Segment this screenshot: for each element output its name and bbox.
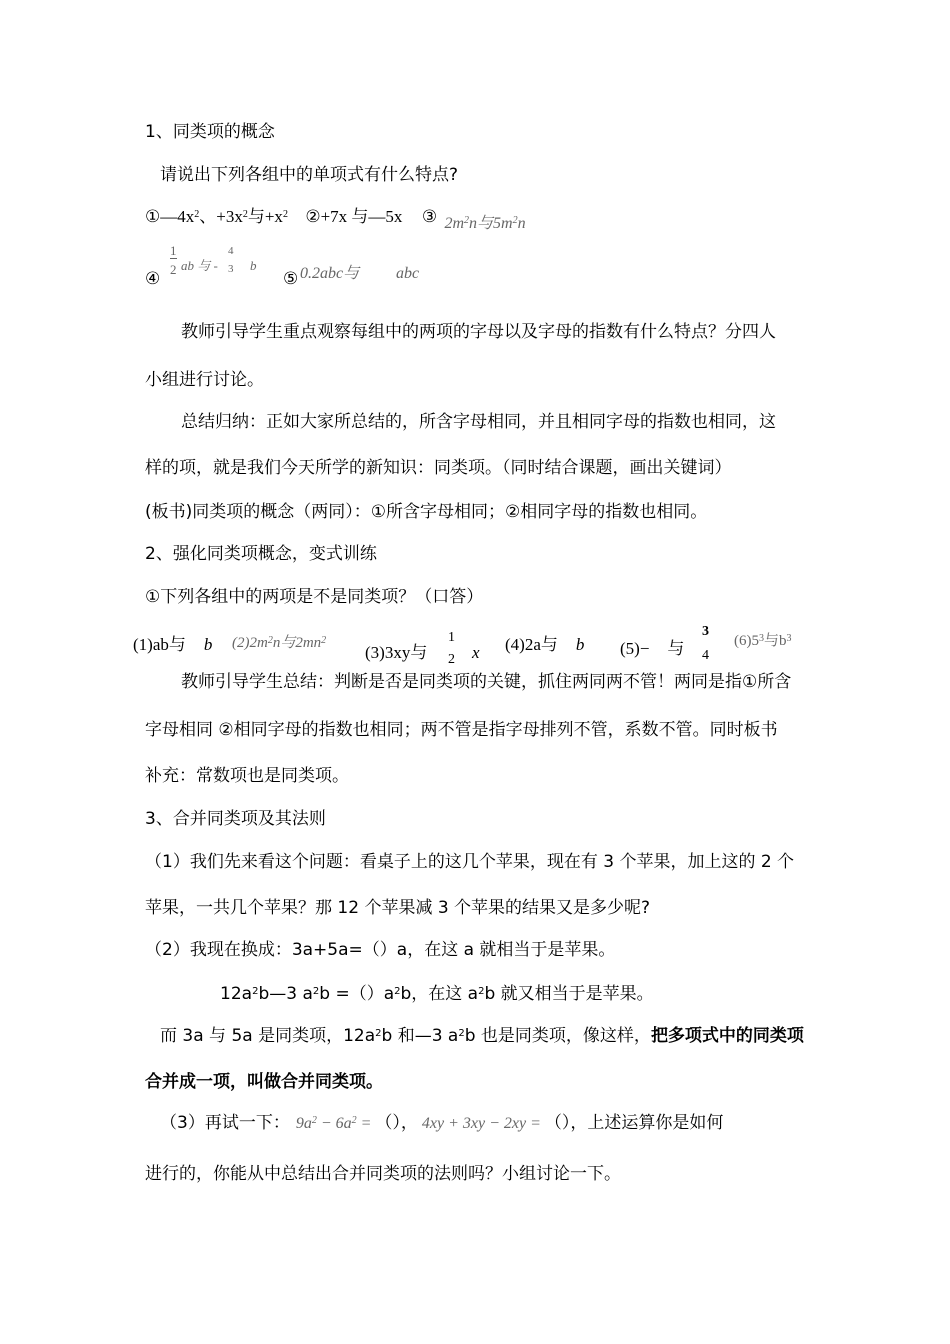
exercise-3-fraction: 1 2 — [448, 630, 455, 667]
group-4-expr: ab 与 - — [181, 258, 218, 273]
section-1-title: 1、同类项的概念 — [145, 122, 275, 142]
apple-para: （1）我们先来看这个问题：看桌子上的这几个苹果，现在有 3 个苹果，加上这的 2 个 — [145, 852, 795, 872]
section-3-title: 3、合并同类项及其法则 — [145, 809, 326, 829]
summary-para-cont: 样的项，就是我们今天所学的新知识：同类项。（同时结合课题，画出关键词） — [145, 458, 732, 478]
exercise-2: $(2)2m^2n$与$2mn^2$ — [232, 635, 327, 651]
exercise-3: (3)3xy与 — [365, 643, 428, 662]
exercise-3-end: x — [472, 643, 480, 662]
judge-para-cont-2: 补充：常数项也是同类项。 — [145, 766, 349, 786]
try-expr-1: $9a^2 - 6a^2$ = — [295, 1115, 372, 1132]
section-2-question: ①下列各组中的两项是不是同类项？（口答） — [145, 587, 484, 607]
exercise-5: (5)− 与 — [620, 639, 685, 658]
group-4-marker: ④ — [145, 269, 161, 289]
definition-para: 而 3a 与 5a 是同类项，$12a^2b$ 和—3 $a^2b$ 也是同类项，像这样，把多项式中的同类项 — [160, 1026, 804, 1046]
try-para: （3）再试一下： $9a^2 - 6a^2$ = （）， 4xy + 3xy − 2xy = （），上述运算你是如何 — [160, 1113, 724, 1133]
try-expr-2: 4xy + 3xy − 2xy = — [421, 1115, 541, 1132]
monomial-groups-line-1 — [145, 206, 526, 232]
exercise-1: (1)ab与 b — [133, 635, 213, 654]
summary-para: 总结归纳：正如大家所总结的，所含字母相同，并且相同字母的指数也相同，这 — [181, 412, 776, 432]
judge-para-cont: 字母相同 ②相同字母的指数也相同；两不管是指字母排列不管，系数不管。同时板书 — [145, 720, 778, 740]
exercise-6: $(6)5^3$与$b^3$ — [734, 633, 792, 649]
exercise-5-fraction: 3 4 — [702, 624, 709, 663]
group-4-end: b — [250, 258, 257, 273]
group-3-marker: ③ — [421, 207, 438, 227]
group-5-marker: ⑤ — [283, 269, 299, 289]
group-4-fraction: $\frac{1}{2}$ — [170, 243, 177, 277]
teacher-guide-para-cont: 小组进行讨论。 — [145, 370, 264, 390]
replace-para-2: $12a^2b—3$ $a^2b =()a^2b$，在这 $a^2b$ 就又相当于是苹果。 — [220, 984, 654, 1004]
group-4-fraction-2: 4 3 — [228, 245, 234, 275]
exercise-4: (4)2a与 b — [505, 635, 585, 654]
replace-para: （2）我现在换成：3a+5a=（）a，在这 a 就相当于是苹果。 — [145, 940, 616, 960]
teacher-guide-para: 教师引导学生重点观察每组中的两项的字母以及字母的指数有什么特点？分四人 — [181, 322, 776, 342]
group-5-end: abc — [396, 265, 420, 282]
apple-para-cont: 苹果，一共几个苹果？那 12 个苹果减 3 个苹果的结果又是多少呢? — [145, 898, 651, 918]
definition-para-cont: 合并成一项，叫做合并同类项。 — [145, 1072, 383, 1092]
group-2: ②+7x 与—5x — [305, 207, 403, 226]
try-para-cont: 进行的，你能从中总结出合并同类项的法则吗？小组讨论一下。 — [145, 1164, 621, 1184]
group-1: $①—4x^2$、$+3x^2$与$+x^2$ — [145, 207, 288, 226]
section-2-title: 2、强化同类项概念，变式训练 — [145, 544, 377, 564]
board-note: (板书)同类项的概念（两同）：①所含字母相同；②相同字母的指数也相同。 — [145, 502, 708, 522]
section-1-question: 请说出下列各组中的单项式有什么特点? — [160, 165, 459, 185]
group-5-expr: 0.2abc与 — [300, 265, 360, 282]
group-3-expr: $2m^2n$与$5m^2n$ — [444, 215, 526, 232]
judge-para: 教师引导学生总结：判断是否是同类项的关键，抓住两同两不管！两同是指①所含 — [181, 672, 792, 692]
